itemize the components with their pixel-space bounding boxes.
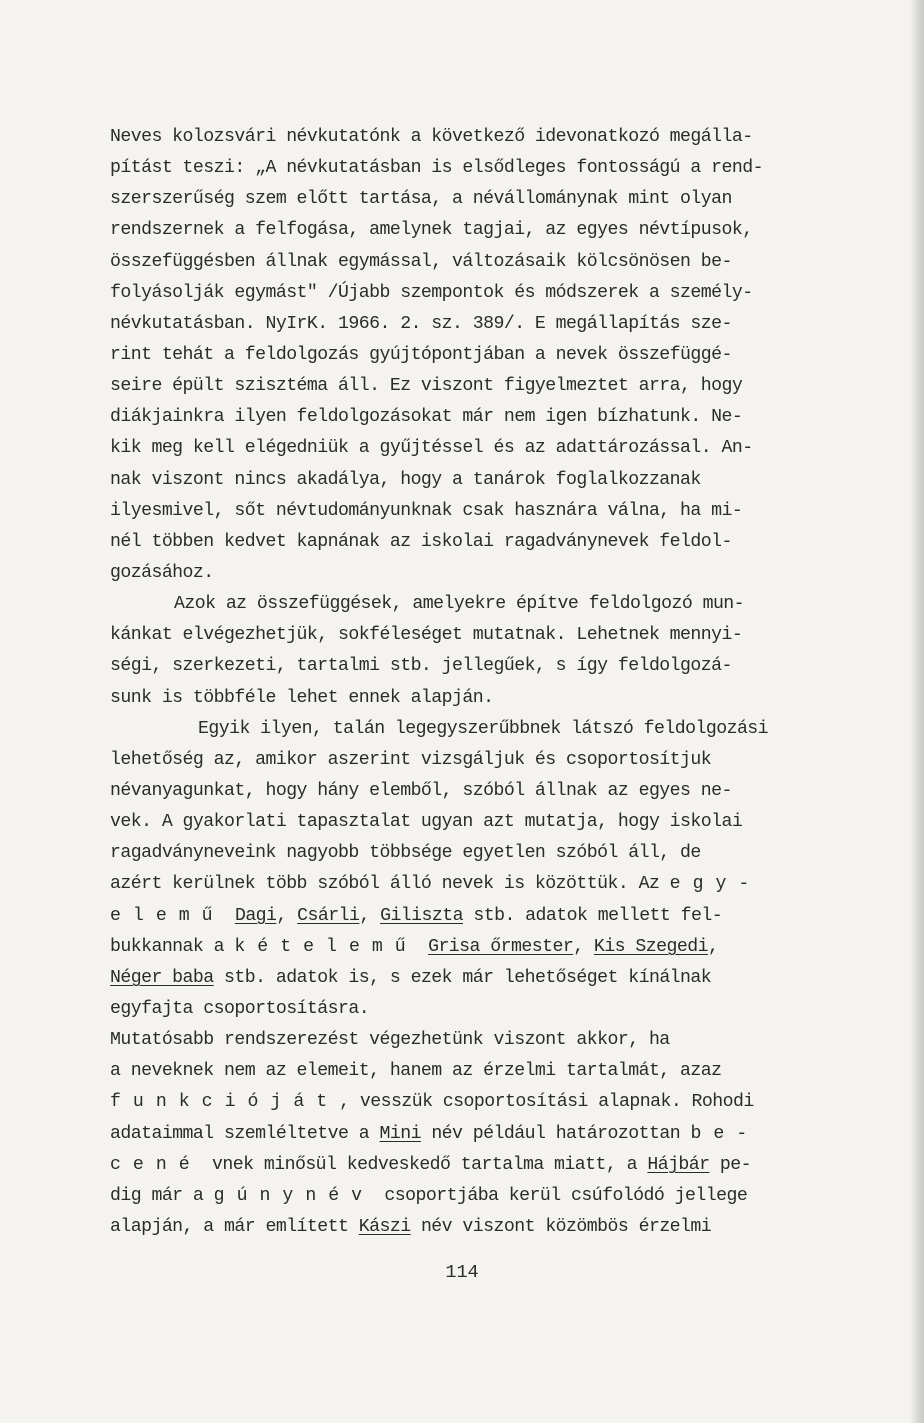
text-segment	[225, 906, 235, 926]
text-segment: gozásához.	[110, 562, 214, 583]
underlined-name: Kászi	[358, 1216, 411, 1237]
text-line	[110, 247, 870, 278]
text-segment: Mutatósabb rendszerezést végezhetünk viszont akkor, ha	[110, 1030, 670, 1051]
text-segment: csoportjába kerül csúfolódó jellege	[374, 1185, 748, 1206]
text-line	[110, 1087, 870, 1118]
text-segment: vek. A gyakorlati tapasztalat ugyan azt mutatja, hogy iskolai	[110, 812, 743, 833]
text-line	[110, 465, 870, 496]
text-segment: diákjainkra ilyen feldolgozásokat már nem igen bízhatunk. Ne-	[110, 407, 743, 428]
text-line	[110, 901, 870, 932]
text-line	[110, 651, 870, 682]
text-segment: pe-	[709, 1154, 751, 1175]
text-segment: Egyik ilyen, talán legegyszerűbbnek látszó feldolgozási	[198, 718, 769, 739]
text-segment: , vesszük csoportosítási alapnak. Rohodi	[339, 1092, 754, 1113]
text-segment: bukkannak a	[110, 936, 235, 957]
text-line	[110, 683, 870, 714]
spaced-emphasis: egy-	[669, 874, 762, 895]
text-line	[110, 1056, 870, 1087]
text-segment: folyásolják egymást" /Újabb szempontok és módszerek a személy-	[110, 282, 753, 303]
text-line	[110, 558, 870, 589]
text-line	[110, 215, 870, 246]
text-line	[110, 589, 870, 620]
paragraph	[110, 1025, 870, 1243]
underlined-name: Kis Szegedi	[593, 936, 708, 957]
paragraph	[110, 589, 870, 714]
text-segment	[418, 937, 428, 957]
text-line	[110, 807, 870, 838]
text-segment: szerszerűség szem előtt tartása, a névállománynak mint olyan	[110, 189, 732, 210]
text-line	[110, 963, 870, 994]
text-line	[110, 1181, 870, 1212]
text-line	[110, 153, 870, 184]
text-line	[110, 838, 870, 869]
text-segment: seire épült szisztéma áll. Ez viszont figyelmeztet arra, hogy	[110, 376, 743, 397]
text-segment: név például határozottan	[420, 1123, 691, 1144]
spaced-emphasis: be-	[690, 1123, 760, 1144]
text-segment: rendszernek a felfogása, amelynek tagjai, az egyes névtípusok,	[110, 220, 753, 241]
text-segment: sunk is többféle lehet ennek alapján.	[110, 687, 494, 708]
text-segment: stb. adatok is, s ezek már lehetőséget kínálnak	[213, 967, 712, 988]
spaced-emphasis: kételemű	[234, 936, 418, 957]
text-line	[110, 122, 870, 153]
text-segment: név viszont közömbös érzelmi	[410, 1216, 712, 1237]
text-line	[110, 371, 870, 402]
underlined-name: Grisa őrmester	[428, 936, 574, 957]
text-segment: ,	[707, 936, 719, 957]
document-body	[110, 122, 870, 1243]
spaced-emphasis: elemű	[110, 905, 225, 926]
text-segment: nél többen kedvet kapnának az iskolai ragadványnevek feldol-	[110, 531, 732, 552]
spaced-emphasis: gúnynév	[213, 1185, 375, 1206]
text-segment: ,	[573, 936, 594, 957]
text-line	[110, 184, 870, 215]
text-segment: stb. adatok mellett fel-	[463, 905, 723, 926]
text-line	[110, 402, 870, 433]
text-segment: összefüggésben állnak egymással, változásaik kölcsönösen be-	[110, 251, 732, 272]
text-segment: egyfajta csoportosításra.	[110, 998, 370, 1019]
text-line	[110, 994, 870, 1025]
spaced-emphasis: cené	[110, 1154, 202, 1175]
text-segment: ragadványneveink nagyobb többsége egyetlen szóból áll, de	[110, 843, 701, 864]
text-segment: ségi, szerkezeti, tartalmi stb. jellegűek, s így feldolgozá-	[110, 656, 732, 677]
text-segment: kánkat elvégezhetjük, sokféleséget mutatnak. Lehetnek mennyi-	[110, 625, 743, 646]
page-number: 114	[445, 1262, 479, 1283]
text-line	[110, 278, 870, 309]
underlined-name: Mini	[379, 1123, 421, 1144]
text-line	[110, 1025, 870, 1056]
text-segment: pítást teszi: „A névkutatásban is elsődleges fontosságú a rend-	[110, 158, 763, 179]
text-segment: ,	[359, 905, 381, 926]
text-segment: ,	[276, 905, 298, 926]
page-edge-shadow	[910, 0, 924, 1423]
text-segment: névanyagunkat, hogy hány elemből, szóból állnak az egyes ne-	[110, 780, 732, 801]
paragraph	[110, 122, 870, 589]
text-segment: nak viszont nincs akadálya, hogy a tanárok foglalkozzanak	[110, 469, 701, 490]
text-line	[110, 433, 870, 464]
text-segment: névkutatásban. NyIrK. 1966. 2. sz. 389/. E megállapítás sze-	[110, 313, 732, 334]
text-line	[110, 714, 870, 745]
underlined-name: Giliszta	[380, 905, 463, 926]
spaced-emphasis: funkcióját	[110, 1092, 340, 1113]
text-segment: adataimmal szemléltetve a	[110, 1123, 380, 1144]
text-line	[110, 496, 870, 527]
text-line	[110, 776, 870, 807]
underlined-name: Hájbár	[647, 1154, 710, 1175]
text-segment: Azok az összefüggések, amelyekre építve feldolgozó mun-	[174, 594, 745, 615]
text-line	[110, 1119, 870, 1150]
text-line	[110, 527, 870, 558]
underlined-name: Néger baba	[110, 967, 214, 988]
text-line	[110, 340, 870, 371]
text-segment: lehetőség az, amikor aszerint vizsgáljuk és csoportosítjuk	[110, 749, 712, 770]
text-segment: rint tehát a feldolgozás gyújtópontjában a nevek összefüggé-	[110, 344, 732, 365]
text-segment: dig már a	[110, 1185, 214, 1206]
text-line	[110, 309, 870, 340]
paragraph	[110, 714, 870, 1025]
text-segment: a neveknek nem az elemeit, hanem az érzelmi tartalmát, azaz	[110, 1061, 722, 1082]
text-segment: kik meg kell elégedniük a gyűjtéssel és az adattározással. An-	[110, 438, 753, 459]
text-line	[110, 620, 870, 651]
text-segment: Neves kolozsvári névkutatónk a következő idevonatkozó megálla-	[110, 127, 753, 147]
text-segment: azért kerülnek több szóból álló nevek is közöttük. Az	[110, 874, 670, 895]
underlined-name: Dagi	[234, 905, 277, 926]
text-line	[110, 932, 870, 963]
text-segment: alapján, a már említett	[110, 1216, 359, 1237]
text-segment: vnek minősül kedveskedő tartalma miatt, a	[201, 1154, 648, 1175]
text-line	[110, 1150, 870, 1181]
text-line	[110, 869, 870, 900]
text-segment: ilyesmivel, sőt névtudományunknak csak hasznára válna, ha mi-	[110, 500, 743, 521]
text-line	[110, 1212, 870, 1243]
text-line	[110, 745, 870, 776]
underlined-name: Csárli	[297, 905, 360, 926]
